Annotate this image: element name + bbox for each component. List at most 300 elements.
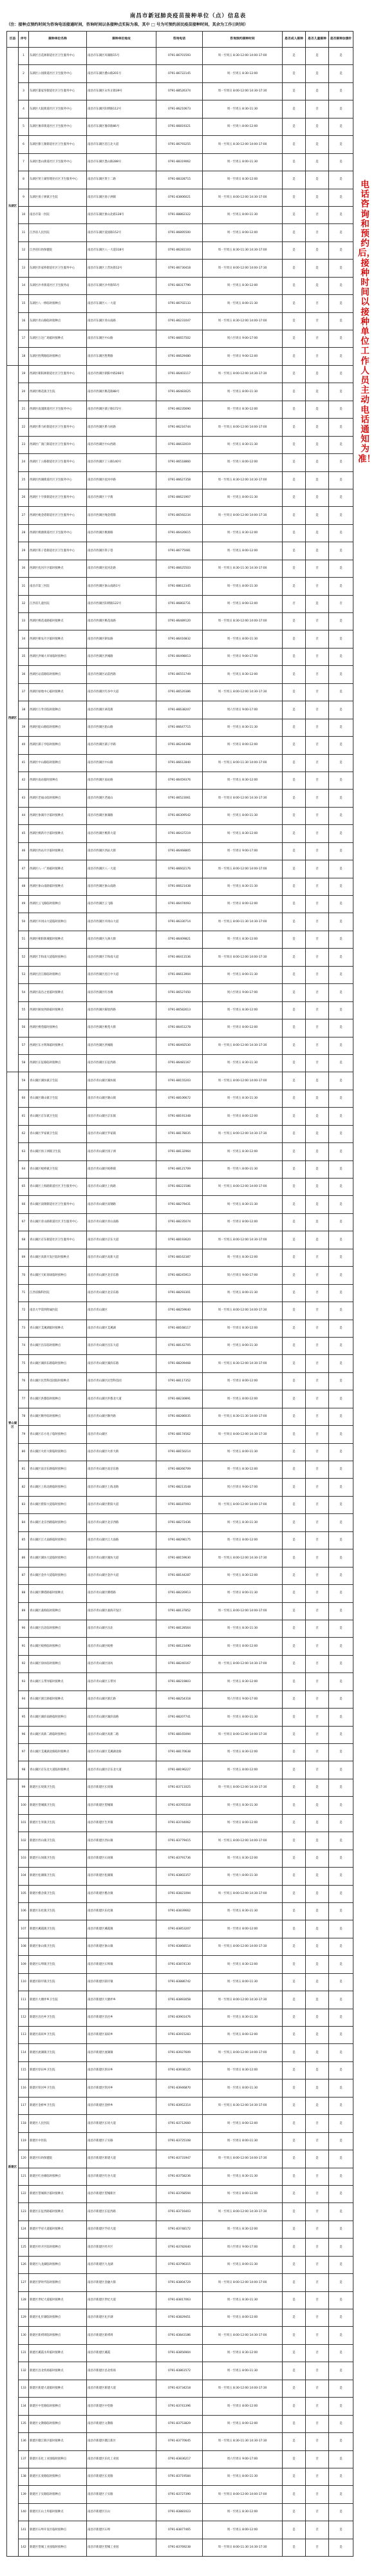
row-number: 41 — [19, 754, 29, 772]
flag-adult: 是 — [283, 1090, 306, 1107]
site-hours: 周一至周五 8:30-12:00 14:30-17:00 — [203, 1355, 283, 1372]
site-phone: 0791-88259640 — [156, 1302, 203, 1320]
site-hours: 周一至周五 8:30-12:00 14:30-17:00 — [203, 2097, 283, 2114]
vaccination-site-table — [6, 31, 353, 2557]
site-address: 南昌市新建区南矶乡 — [87, 2027, 156, 2044]
site-address: 南昌市新建区子实路 — [87, 2486, 156, 2503]
table-row — [7, 1744, 353, 1761]
site-hours: 周一至周五 8:00-12:00 — [203, 2415, 283, 2432]
site-address: 南昌市新建区溪霞 — [87, 2344, 156, 2362]
site-address: 南昌市西湖区象山南路 — [87, 878, 156, 895]
table-row — [7, 2450, 353, 2468]
site-hours: 周六至周日 9:00-17:00 — [203, 1479, 283, 1496]
row-number: 140 — [19, 2503, 29, 2521]
flag-adult: 是 — [283, 1956, 306, 1973]
site-address: 南昌市新建区金融大街 — [87, 2274, 156, 2291]
site-name: 西湖区东方明珠临时接种点 — [29, 1037, 87, 1054]
row-number: 49 — [19, 896, 29, 913]
flag-child: 否 — [306, 896, 329, 913]
flag-adult: 是 — [283, 683, 306, 701]
flag-booster: 是 — [329, 949, 353, 966]
site-hours: 周一至周五 8:30-12:00 — [203, 2221, 283, 2238]
site-hours: 周一至周五 8:30-11:30 14:30-17:00 — [203, 560, 283, 577]
flag-adult: 是 — [283, 401, 306, 418]
flag-child: 否 — [306, 560, 329, 577]
site-name: 西湖区桃新片区临时接种点 — [29, 825, 87, 842]
flag-child: 否 — [306, 701, 329, 719]
site-address: 南昌市青山湖区上海北路 — [87, 1479, 156, 1496]
district-cell: 青山湖区 — [7, 1072, 19, 1779]
flag-child: 否 — [306, 312, 329, 330]
flag-child: 是 — [306, 242, 329, 259]
flag-booster: 是 — [329, 2274, 353, 2291]
flag-adult: 是 — [283, 842, 306, 860]
flag-adult: 是 — [283, 277, 306, 294]
flag-booster: 是 — [329, 1673, 353, 1690]
flag-child: 是 — [306, 1868, 329, 1885]
site-address: 南昌市青山湖区青山南路 — [87, 1213, 156, 1231]
site-name: 青山湖区京东街道社区卫生服务中心 — [29, 1231, 87, 1249]
row-number: 18 — [19, 348, 29, 365]
site-phone: 0791-88286035 — [156, 1408, 203, 1425]
table-row — [7, 1514, 353, 1531]
row-number: 97 — [19, 1744, 29, 1761]
site-hours: 周一至周五 8:00-12:00 14:30-17:30 — [203, 365, 283, 383]
site-hours: 周一至周五 8:00-12:00 14:30-17:30 — [203, 1037, 283, 1054]
site-phone: 0791-83946870 — [156, 2079, 203, 2097]
flag-booster: 是 — [329, 666, 353, 683]
site-address: 南昌市青山湖区南钢路 — [87, 1196, 156, 1213]
flag-booster: 是 — [329, 2309, 353, 2327]
row-number: 75 — [19, 1355, 29, 1372]
site-address: 南昌市新建区子实路 — [87, 2132, 156, 2150]
site-address: 南昌市西湖区象山南路1号 — [87, 578, 156, 595]
site-hours: 周一至周五 8:30-12:00 — [203, 1956, 283, 1973]
table-row — [7, 1337, 353, 1354]
table-row — [7, 1267, 353, 1284]
site-address: 南昌市新建区文教路 — [87, 2415, 156, 2432]
flag-adult: 是 — [283, 82, 306, 100]
flag-adult: 是 — [283, 1179, 306, 1196]
row-number: 52 — [19, 949, 29, 966]
row-number: 79 — [19, 1426, 29, 1443]
site-address: 南昌市东湖区豫章路86号 — [87, 118, 156, 135]
flag-booster: 是 — [329, 48, 353, 65]
site-hours: 周一至周五 8:00-11:30 — [203, 807, 283, 824]
flag-booster: 是 — [329, 1531, 353, 1549]
site-address: 南昌市青山湖区玉带河 — [87, 1673, 156, 1690]
site-address: 南昌市青山湖区湖坊镇 — [87, 1072, 156, 1090]
site-hours: 周一至周五 8:00-11:30 — [203, 489, 283, 506]
site-address: 南昌市新建区新建大道 — [87, 2150, 156, 2168]
flag-child: 否 — [306, 1001, 329, 1019]
row-number: 138 — [19, 2468, 29, 2485]
site-phone: 0791-88174562 — [156, 1426, 203, 1443]
site-table — [6, 31, 353, 2557]
site-hours: 周一至周日 8:30-12:00 — [203, 2061, 283, 2079]
table-row — [7, 683, 353, 701]
site-hours: 周一至周五 8:30-11:30 14:30-17:00 — [203, 242, 283, 259]
site-name: 西湖区沿江路临时接种点 — [29, 966, 87, 983]
site-hours: 周一至周五 8:00-12:00 — [203, 2521, 283, 2539]
table-row — [7, 913, 353, 931]
row-number: 139 — [19, 2486, 29, 2503]
site-address: 南昌市新建区世纪大道 — [87, 2291, 156, 2309]
flag-adult: 是 — [283, 825, 306, 842]
site-hours: 周一至周五 8:00-12:00 14:30-17:00 — [203, 1655, 283, 1672]
flag-adult: 是 — [283, 1690, 306, 1708]
site-address: 南昌市西湖区朝农路 — [87, 630, 156, 648]
flag-booster: 是 — [329, 2468, 353, 2485]
site-address: 南昌市西湖区筷子巷 — [87, 542, 156, 560]
flag-booster: 是 — [329, 171, 353, 189]
flag-booster: 是 — [329, 1761, 353, 1779]
row-number: 84 — [19, 1514, 29, 1531]
site-hours: 周六至周日 9:00-17:00 — [203, 2239, 283, 2256]
site-address: 南昌市东湖区青山南路 — [87, 312, 156, 330]
flag-adult: 是 — [283, 189, 306, 206]
flag-child: 否 — [306, 2291, 329, 2309]
flag-adult: 是 — [283, 2539, 306, 2556]
flag-child: 否 — [306, 630, 329, 648]
site-address: 南昌市东湖区胜利路 — [87, 348, 156, 365]
flag-adult: 是 — [283, 1567, 306, 1584]
site-phone: 0791-88162387 — [156, 1249, 203, 1266]
site-phone: 0791-86520386 — [156, 683, 203, 701]
flag-booster: 是 — [329, 2009, 353, 2026]
table-row — [7, 401, 353, 418]
row-number: 74 — [19, 1337, 29, 1354]
flag-adult: 是 — [283, 630, 306, 648]
flag-child: 是 — [306, 1179, 329, 1196]
flag-child: 否 — [306, 100, 329, 118]
table-row — [7, 2521, 353, 2539]
row-number: 23 — [19, 436, 29, 453]
header-name: 接种单位名称 — [29, 32, 87, 48]
site-address: 南昌市新建区长麦路 — [87, 2468, 156, 2485]
site-name: 青山湖区玉带河临时接种点 — [29, 1673, 87, 1690]
site-phone: 0791-86592234 — [156, 507, 203, 524]
flag-booster: 是 — [329, 1832, 353, 1850]
flag-adult: 是 — [283, 1001, 306, 1019]
flag-adult: 是 — [283, 984, 306, 1001]
flag-adult: 是 — [283, 949, 306, 966]
site-address: 南昌市西湖区井冈山大道 — [87, 913, 156, 931]
flag-booster: 是 — [329, 136, 353, 153]
site-hours: 周一至周五 8:30-12:00 — [203, 825, 283, 842]
flag-booster: 是 — [329, 1779, 353, 1796]
site-name: 青山湖区昌北临时接种点 — [29, 1620, 87, 1637]
flag-child: 否 — [306, 2503, 329, 2521]
flag-child: 否 — [306, 1355, 329, 1372]
site-hours: 周一至周日 8:30-12:00 — [203, 2344, 283, 2362]
site-phone: 0791-86551749 — [156, 666, 203, 683]
site-phone: 0791-86437219 — [156, 825, 203, 842]
row-number: 62 — [19, 1125, 29, 1142]
site-name: 新建区大塘坪乡卫生院 — [29, 1991, 87, 2009]
site-hours: 周一至周五 8:00-12:00 14:00-17:00 — [203, 1072, 283, 1090]
site-address: 南昌市西湖区系马桩路 — [87, 419, 156, 436]
table-row — [7, 560, 353, 577]
site-hours: 周一至周日 8:30-12:00 — [203, 171, 283, 189]
row-number: 15 — [19, 295, 29, 312]
table-row — [7, 2185, 353, 2202]
flag-adult: 是 — [283, 48, 306, 65]
flag-adult: 是 — [283, 2486, 306, 2503]
site-address: 南昌市西湖区九洲大街 — [87, 931, 156, 948]
table-row — [7, 1814, 353, 1832]
site-name: 西湖区南站临时接种点 — [29, 772, 87, 789]
site-phone: 0791-88168117 — [156, 1320, 203, 1337]
site-hours: 周一至周五 8:30-12:00 — [203, 277, 283, 294]
site-name: 青山湖区湖坊镇卫生院 — [29, 1072, 87, 1090]
site-hours: 周一至周日 9:00-17:00 — [203, 842, 283, 860]
flag-booster: 是 — [329, 1196, 353, 1213]
row-number: 95 — [19, 1709, 29, 1726]
site-name: 东湖区公园街道社区卫生服务中心 — [29, 65, 87, 82]
site-address: 南昌市新建区象山镇 — [87, 1938, 156, 1955]
flag-booster: 是 — [329, 1814, 353, 1832]
flag-adult: 是 — [283, 1549, 306, 1567]
row-number: 89 — [19, 1602, 29, 1620]
site-name: 新建区人民医院 — [29, 2115, 87, 2132]
row-number: 80 — [19, 1443, 29, 1461]
flag-child: 否 — [306, 2344, 329, 2362]
site-address: 南昌市西湖区沿江中大道 — [87, 966, 156, 983]
site-phone: 0791-83719584 — [156, 2468, 203, 2485]
site-phone: 0791-88319062 — [156, 153, 203, 171]
flag-child: 否 — [306, 613, 329, 630]
site-name: 青山湖区艾溪湖北路临时接种点 — [29, 1744, 87, 1761]
flag-child: 是 — [306, 1090, 329, 1107]
site-address: 南昌市新建区西山镇 — [87, 1832, 156, 1850]
flag-booster: 是 — [329, 1514, 353, 1531]
row-number: 28 — [19, 524, 29, 542]
row-number: 8 — [19, 171, 29, 189]
flag-booster: 是 — [329, 189, 353, 206]
site-phone: 0791-88213548 — [156, 1479, 203, 1496]
header-hours: 咨询预约接种时间 — [203, 32, 283, 48]
site-hours: 周一至周五 8:30-12:00 — [203, 2503, 283, 2521]
flag-adult: 是 — [283, 1744, 306, 1761]
site-hours: 周一至周五 8:30-12:00 — [203, 1143, 283, 1160]
site-phone: 0791-83806021 — [156, 189, 203, 206]
flag-adult: 是 — [283, 1779, 306, 1796]
site-name: 新建区赣江新区临时接种点 — [29, 2433, 87, 2450]
row-number: 100 — [19, 1797, 29, 1814]
site-name: 青山湖区罗家镇卫生院 — [29, 1125, 87, 1142]
table-row — [7, 2132, 353, 2150]
site-hours: 周一至周日 8:00-11:30 — [203, 1585, 283, 1602]
flag-adult: 是 — [283, 578, 306, 595]
header-address: 接种单位地址 — [87, 32, 156, 48]
site-hours: 周一至周五 8:30-11:30 14:30-17:30 — [203, 2433, 283, 2450]
site-address: 南昌市东湖区象山北路128号 — [87, 206, 156, 223]
flag-child: 否 — [306, 348, 329, 365]
flag-child: 否 — [306, 2256, 329, 2273]
flag-child: 否 — [306, 1744, 329, 1761]
site-name: 新建区子实路临时接种点 — [29, 2486, 87, 2503]
site-hours: 周一至周五 8:00-11:30 — [203, 2362, 283, 2380]
site-address: 南昌市青山湖区昌东大道 — [87, 1337, 156, 1354]
flag-adult: 是 — [283, 1108, 306, 1125]
site-hours: 周一至周五 8:30-11:30 14:00-17:00 — [203, 1408, 283, 1425]
site-phone: 0791-83915283 — [156, 2027, 203, 2044]
flag-booster: 是 — [329, 913, 353, 931]
flag-adult: 是 — [283, 1231, 306, 1249]
flag-adult: 是 — [283, 2044, 306, 2061]
table-row — [7, 2009, 353, 2026]
site-hours: 周一至周五 8:30-12:00 14:00-17:00 — [203, 48, 283, 65]
site-hours: 周一至周五 8:00-12:00 — [203, 1390, 283, 1408]
flag-adult: 是 — [283, 1037, 306, 1054]
site-name: 东湖区八一桥临时接种点 — [29, 295, 87, 312]
flag-adult: 是 — [283, 419, 306, 436]
row-number: 116 — [19, 2079, 29, 2097]
site-phone: 0791-83927609 — [156, 2044, 203, 2061]
table-row — [7, 754, 353, 772]
site-phone: 0791-86722145 — [156, 65, 203, 82]
site-address: 南昌市西湖区翠花街 — [87, 701, 156, 719]
site-hours: 周一至周五 8:00-11:30 — [203, 1337, 283, 1354]
site-hours: 周一至周五 8:30-11:30 — [203, 2168, 283, 2185]
flag-child: 否 — [306, 825, 329, 842]
flag-booster: 是 — [329, 966, 353, 983]
table-row — [7, 2044, 353, 2061]
flag-child: 否 — [306, 1549, 329, 1567]
flag-child: 是 — [306, 436, 329, 453]
flag-adult: 是 — [283, 118, 306, 135]
flag-booster: 是 — [329, 1655, 353, 1672]
row-number: 109 — [19, 1956, 29, 1973]
flag-adult: 是 — [283, 913, 306, 931]
site-phone: 0791-86330714 — [156, 913, 203, 931]
flag-booster: 是 — [329, 1372, 353, 1390]
site-name: 新建区铁河乡卫生院 — [29, 2079, 87, 2097]
table-row — [7, 2539, 353, 2556]
site-address: 南昌市西湖区抚河中路 — [87, 471, 156, 489]
site-name: 青山湖区湖滨东路临时接种点 — [29, 1355, 87, 1372]
row-number: 61 — [19, 1108, 29, 1125]
row-number: 96 — [19, 1726, 29, 1743]
flag-adult: 是 — [283, 1832, 306, 1850]
site-name: 西湖区西湖街道社区卫生服务中心 — [29, 471, 87, 489]
site-phone: 0791-86498013 — [156, 648, 203, 665]
flag-adult: 是 — [283, 2398, 306, 2415]
district-cell: 新建区 — [7, 1779, 19, 2556]
site-hours: 周一至周五 8:30-11:30 — [203, 1620, 283, 1637]
flag-booster: 是 — [329, 2150, 353, 2168]
flag-booster: 是 — [329, 630, 353, 648]
row-number: 55 — [19, 1001, 29, 1019]
site-hours: 周一至周日 9:00-17:00 — [203, 648, 283, 665]
site-hours: 周一至周日 8:00-12:00 14:30-17:30 — [203, 1426, 283, 1443]
flag-adult: 是 — [283, 1920, 306, 1938]
site-address: 南昌市西湖区中山路 — [87, 754, 156, 772]
site-phone: 0791-83952314 — [156, 2097, 203, 2114]
flag-adult: 是 — [283, 524, 306, 542]
flag-child: 是 — [306, 507, 329, 524]
site-address: 南昌市青山湖区塘山镇 — [87, 1090, 156, 1107]
row-number: 6 — [19, 136, 29, 153]
flag-booster: 是 — [329, 825, 353, 842]
table-row — [7, 1779, 353, 1796]
flag-booster: 是 — [329, 1690, 353, 1708]
row-number: 93 — [19, 1673, 29, 1690]
site-hours: 周一至周日 8:00-12:00 — [203, 2398, 283, 2415]
row-number: 136 — [19, 2433, 29, 2450]
flag-booster: 是 — [329, 2398, 353, 2415]
flag-adult: 是 — [283, 1372, 306, 1390]
site-address: 南昌市新建区昌邑乡 — [87, 2009, 156, 2026]
flag-adult: 是 — [283, 507, 306, 524]
flag-booster: 是 — [329, 348, 353, 365]
site-address: 南昌市西湖区云飞路 — [87, 896, 156, 913]
row-number: 51 — [19, 931, 29, 948]
site-phone: 0791-83744062 — [156, 1814, 203, 1832]
site-phone: 0791-83716403 — [156, 2203, 203, 2221]
table-row — [7, 1054, 353, 1072]
flag-booster: 是 — [329, 1337, 353, 1354]
flag-child: 否 — [306, 772, 329, 789]
site-hours: 周六至周日 9:00-17:00 — [203, 1267, 283, 1284]
flag-child: 是 — [306, 2027, 329, 2044]
site-phone: 0791-86309542 — [156, 807, 203, 824]
flag-child: 否 — [306, 1602, 329, 1620]
flag-booster: 是 — [329, 2221, 353, 2238]
flag-child: 是 — [306, 2150, 329, 2168]
table-row — [7, 277, 353, 294]
flag-adult: 是 — [283, 2415, 306, 2432]
site-address: 南昌市青山湖区湖滨南路 — [87, 1709, 156, 1726]
flag-adult: 是 — [283, 1973, 306, 1991]
flag-booster: 是 — [329, 295, 353, 312]
flag-adult: 是 — [283, 1991, 306, 2009]
site-hours: 周一至周五 8:00-12:00 14:30-17:30 — [203, 1125, 283, 1142]
flag-booster: 是 — [329, 772, 353, 789]
site-address: 南昌市青山湖区火炬大街 — [87, 1443, 156, 1461]
flag-child: 否 — [306, 2486, 329, 2503]
site-address: 南昌市西湖区桃新大道 — [87, 825, 156, 842]
site-address: 南昌市新建区流湖镇 — [87, 2044, 156, 2061]
site-name: 新建区中医院 — [29, 2132, 87, 2150]
site-name: 青山湖区南钢街道社区卫生服务中心 — [29, 1196, 87, 1213]
flag-child: 否 — [306, 931, 329, 948]
row-number: 125 — [19, 2239, 29, 2256]
row-number: 85 — [19, 1531, 29, 1549]
site-address: 南昌市新建区乐化工业园 — [87, 2450, 156, 2468]
site-address: 南昌市西湖区站前西路 — [87, 666, 156, 683]
site-hours: 周一至周五 8:30-12:00 — [203, 931, 283, 948]
flag-child: 否 — [306, 2185, 329, 2202]
table-row — [7, 595, 353, 612]
site-address: 南昌市西湖区长征西路 — [87, 1054, 156, 1072]
table-row — [7, 1797, 353, 1814]
site-phone: 0791-86231047 — [156, 312, 203, 330]
site-name: 西湖区丁公路街道社区卫生服务中心 — [29, 454, 87, 471]
site-phone: 0791-88226913 — [156, 1585, 203, 1602]
table-row — [7, 507, 353, 524]
row-number: 38 — [19, 701, 29, 719]
row-number: 47 — [19, 860, 29, 878]
site-name: 西湖区象湖片区临时接种点 — [29, 807, 87, 824]
table-row — [7, 1302, 353, 1320]
row-number: 88 — [19, 1585, 29, 1602]
flag-booster: 是 — [329, 542, 353, 560]
flag-adult: 是 — [283, 560, 306, 577]
site-hours: 周六至周日 9:00-17:00 — [203, 1690, 283, 1708]
site-phone: 0791-83856904 — [156, 2344, 203, 2362]
